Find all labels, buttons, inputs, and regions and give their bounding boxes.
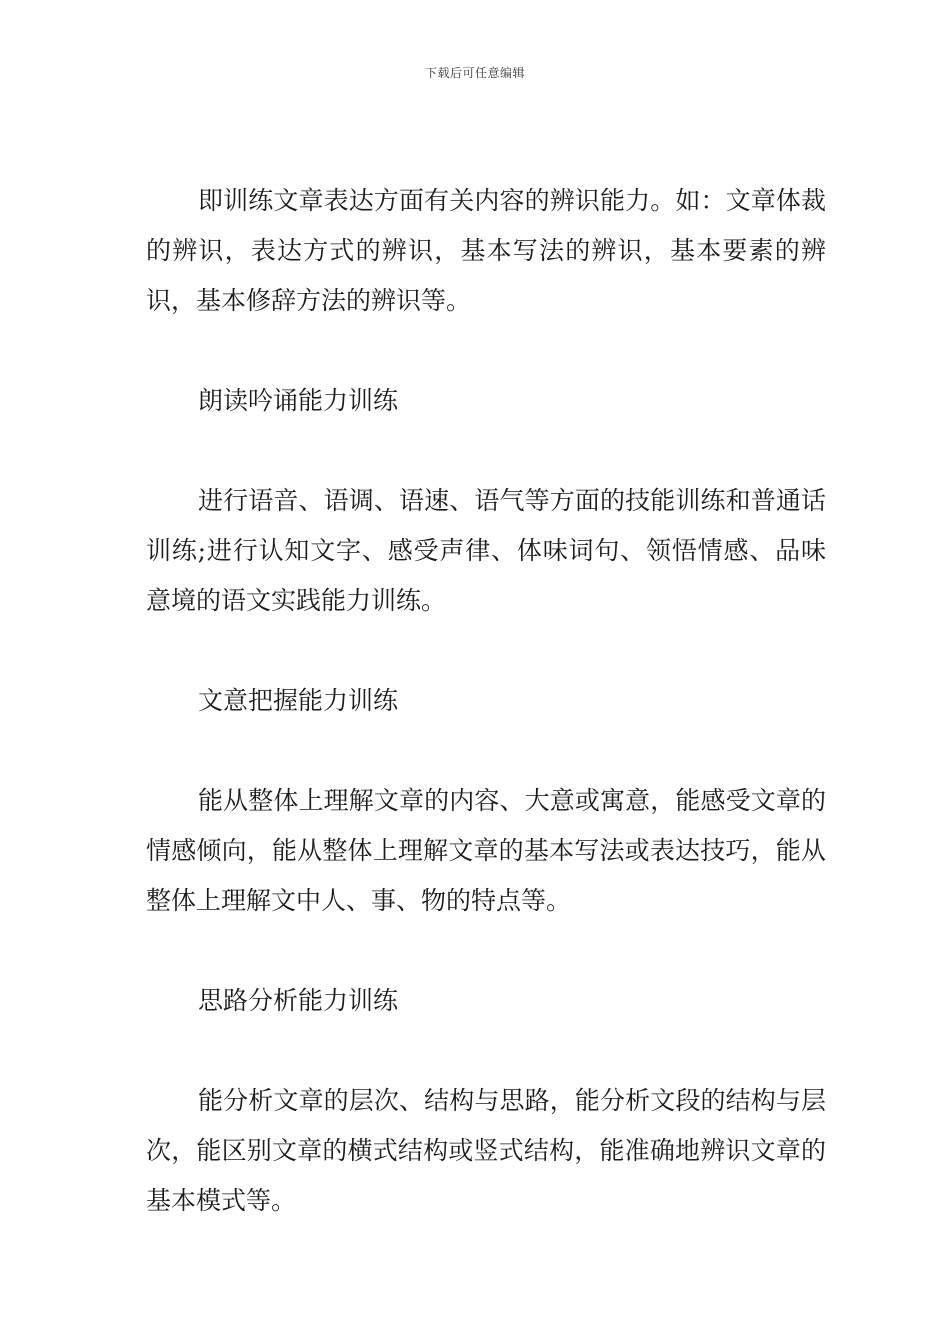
paragraph-reading-recitation: 进行语音、语调、语速、语气等方面的技能训练和普通话训练;进行认知文字、感受声律、体味词句、领悟情感、品味意境的语文实践能力训练。	[146, 486, 826, 615]
heading-thought-analysis: 思路分析能力训练	[198, 986, 399, 1015]
paragraph-meaning-grasp: 能从整体上理解文章的内容、大意或寓意，能感受文章的情感倾向，能从整体上理解文章的基本写法或表达技巧，能从整体上理解文中人、事、物的特点等。	[146, 786, 826, 915]
paragraph-expression-recognition: 即训练文章表达方面有关内容的辨识能力。如：文章体裁的辨识，表达方式的辨识，基本写法的辨识，基本要素的辨识，基本修辞方法的辨识等。	[146, 186, 826, 315]
document-body	[146, 176, 826, 1226]
page-header: 下载后可任意编辑	[424, 66, 525, 80]
paragraph-thought-analysis: 能分析文章的层次、结构与思路，能分析文段的结构与层次，能区别文章的横式结构或竖式结构，能准确地辨识文章的基本模式等。	[146, 1086, 826, 1215]
heading-reading-recitation: 朗读吟诵能力训练	[198, 386, 399, 415]
heading-meaning-grasp: 文意把握能力训练	[198, 686, 399, 715]
